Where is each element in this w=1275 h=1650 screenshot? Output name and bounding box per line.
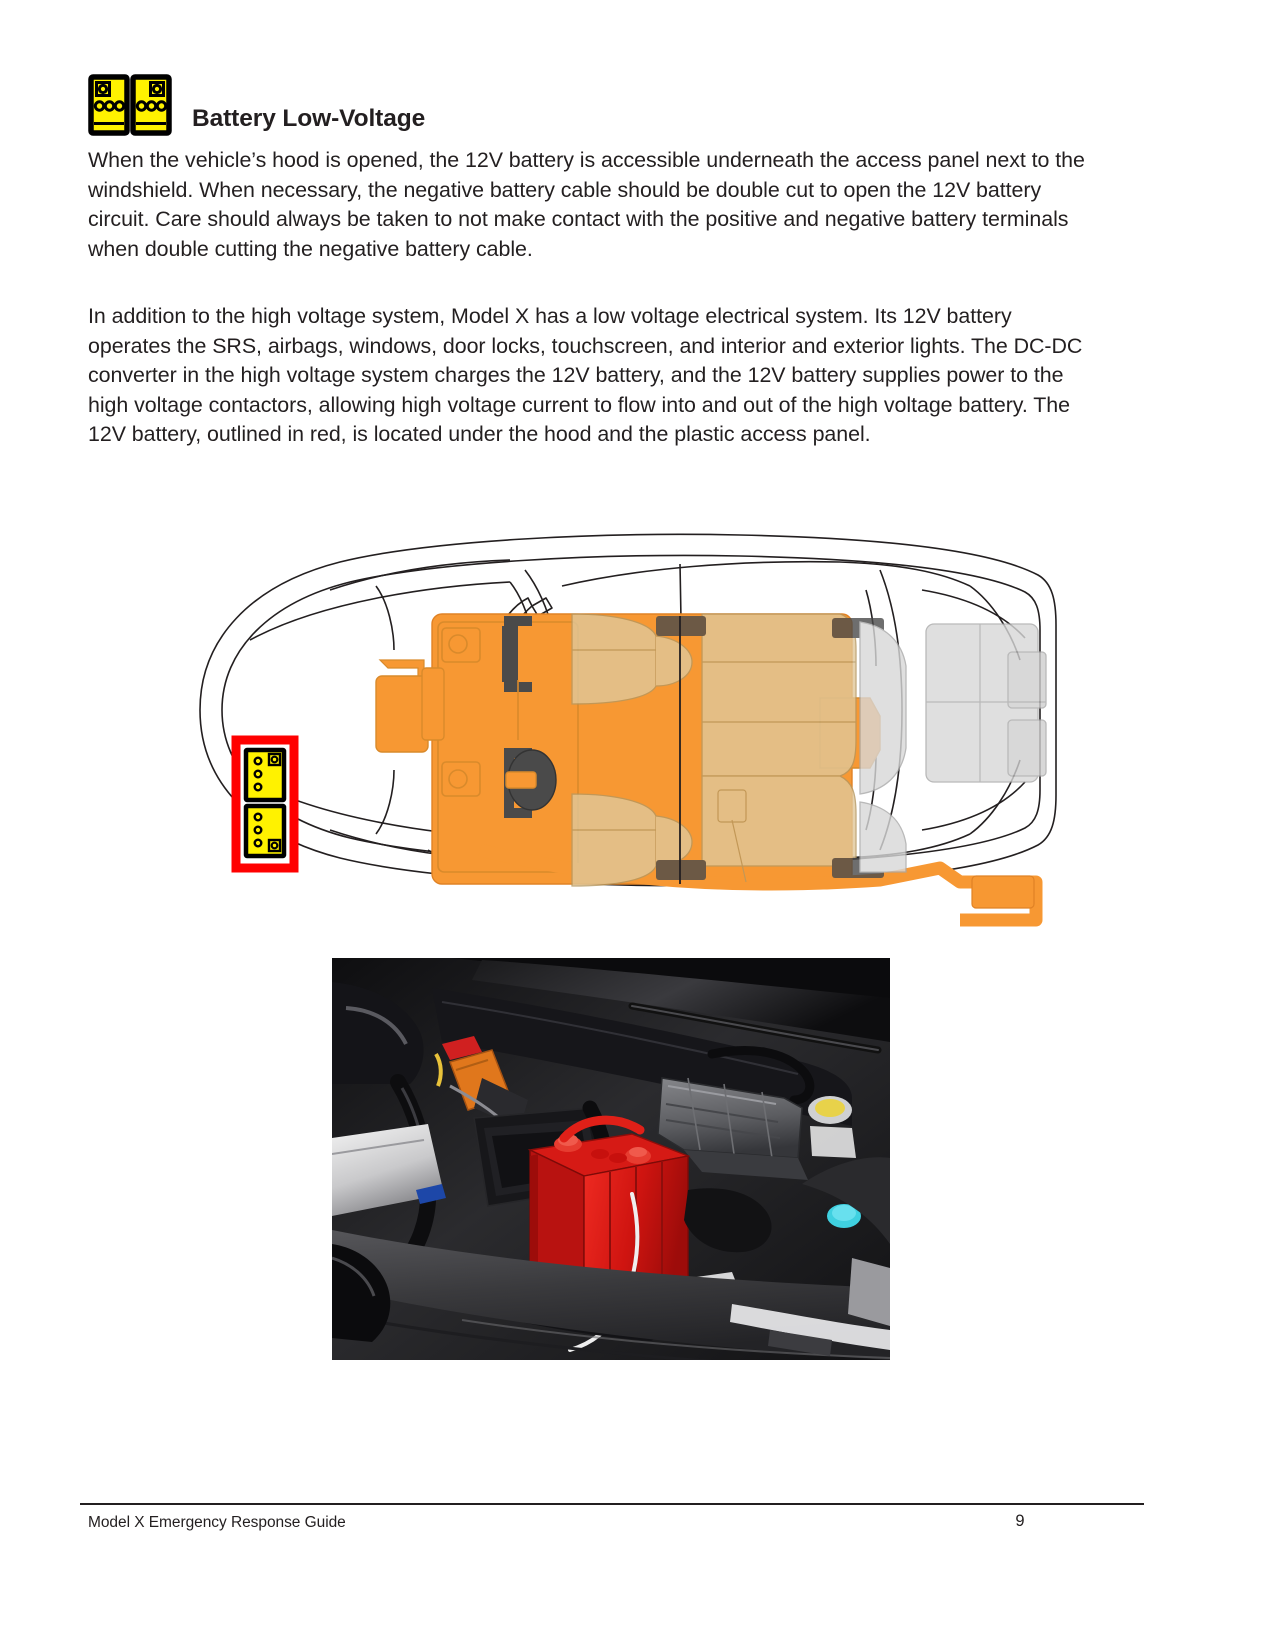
- section-header: [88, 72, 1088, 138]
- paragraph-hood-access: [88, 146, 1088, 264]
- footer-page-number: 9: [1015, 1512, 1025, 1530]
- 12v-battery-location-marker: [236, 740, 294, 868]
- battery-low-voltage-icon: [88, 74, 172, 136]
- footer-guide-title: Model X Emergency Response Guide: [88, 1514, 346, 1531]
- paragraph-hood-access-text: When the vehicle’s hood is opened, the 12V battery is accessible underneath the access panel next to the windshield. When necessary, the negative battery cable should be double cut to open the 12V battery circuit. Care should always be taken to not make contact with the positive and negative battery terminals when double cutting the negative battery cable.: [88, 148, 1085, 261]
- footer-divider: [80, 1503, 1144, 1505]
- model-x-top-view-diagram: [180, 490, 1060, 930]
- paragraph-low-voltage-system: [88, 302, 1088, 450]
- page-title: Battery Low-Voltage: [192, 105, 426, 132]
- engine-bay-12v-battery-photo: [332, 958, 890, 1360]
- paragraph-low-voltage-system-text: In addition to the high voltage system, Model X has a low voltage electrical system. Its 12V battery operates the SRS, airbags, windows, door locks, touchscreen, and interior and exterior lights. The DC-DC converter in the high voltage system charges the 12V battery, and the 12V battery supplies power to the high voltage contactors, allowing high voltage current to flow into and out of the high voltage battery. The 12V battery, outlined in red, is located under the hood and the plastic access panel.: [88, 304, 1083, 447]
